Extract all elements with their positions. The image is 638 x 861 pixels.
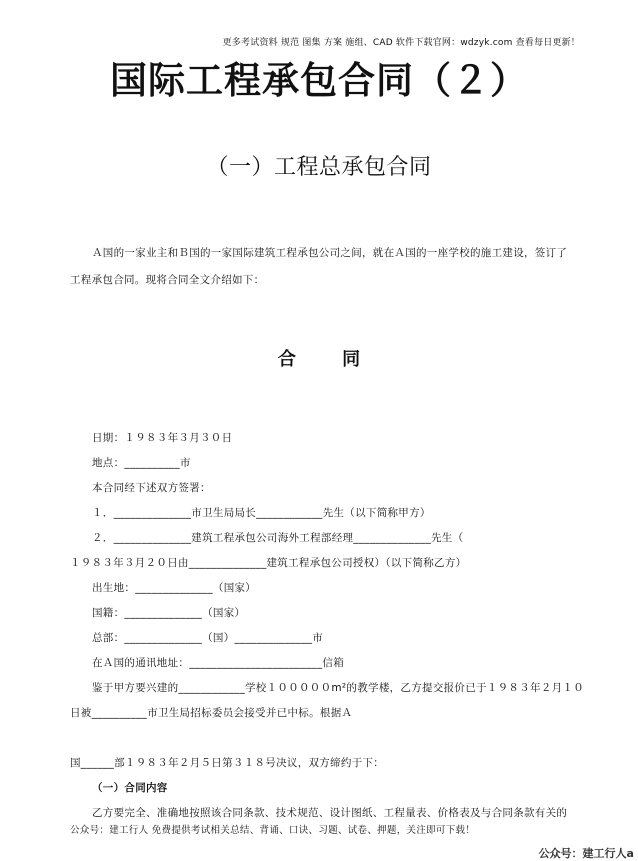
headquarters-field: 总部：______________（国）______________市: [92, 632, 323, 644]
footer-watermark: 公众号：建工行人a: [538, 847, 634, 860]
contract-heading: 合 同: [277, 349, 381, 370]
document-subtitle: （一）工程总承包合同: [206, 155, 432, 180]
content-line: 乙方要完全、准确地按照该合同条款、技术规范、设计图纸、工程量表、价格表及与合同条款有关的: [92, 807, 568, 819]
birthplace-field: 出生地：______________（国家）: [92, 582, 257, 594]
promo-line: 公众号：建工行人 免费提供考试相关总结、背诵、口诀、习题、试卷、押题，关注即可下载！: [70, 825, 476, 836]
nationality-field: 国籍：______________（国家）: [92, 607, 246, 619]
resolution-line: 国______部１９８３年２月５日第３１８号决议，双方缔约于下：: [70, 757, 385, 769]
whereas-line-1: 鉴于甲方要兴建的____________学校１０００００m²的教学楼，乙方提交报价已于１９８３年２月１０: [92, 682, 585, 694]
party-2-line-1: ２．______________建筑工程承包公司海外工程部经理______________先生（: [92, 532, 464, 544]
intro-line-2: 工程承包合同。现将合同全文介绍如下：: [70, 274, 265, 286]
parties-intro: 本合同经下述双方签署：: [92, 482, 211, 494]
document-title: 国际工程承包合同（２）: [110, 58, 528, 102]
header-note: 更多考试资料 规范 图集 方案 施组、CAD 软件下载官网：wdzyk.com 查看每日更新！: [222, 38, 580, 48]
whereas-line-2: 日被__________市卫生局招标委员会接受并已中标。根据Ａ: [70, 707, 353, 719]
party-2-line-2: １９８３年３月２０日由______________建筑工程承包公司授权）（以下简称乙方）: [70, 557, 467, 569]
section-heading: （一）合同内容: [92, 782, 168, 794]
party-1: １．______________市卫生局局长____________先生（以下简称甲方）: [92, 507, 431, 519]
intro-line-1: Ａ国的一家业主和Ｂ国的一家国际建筑工程承包公司之间，就在Ａ国的一座学校的施工建设，签订了: [92, 247, 568, 259]
address-field: 在Ａ国的通讯地址：________________________信箱: [92, 657, 344, 669]
date-field: 日期：１９８３年３月３０日: [92, 432, 233, 444]
place-field: 地点：__________市: [92, 457, 191, 469]
